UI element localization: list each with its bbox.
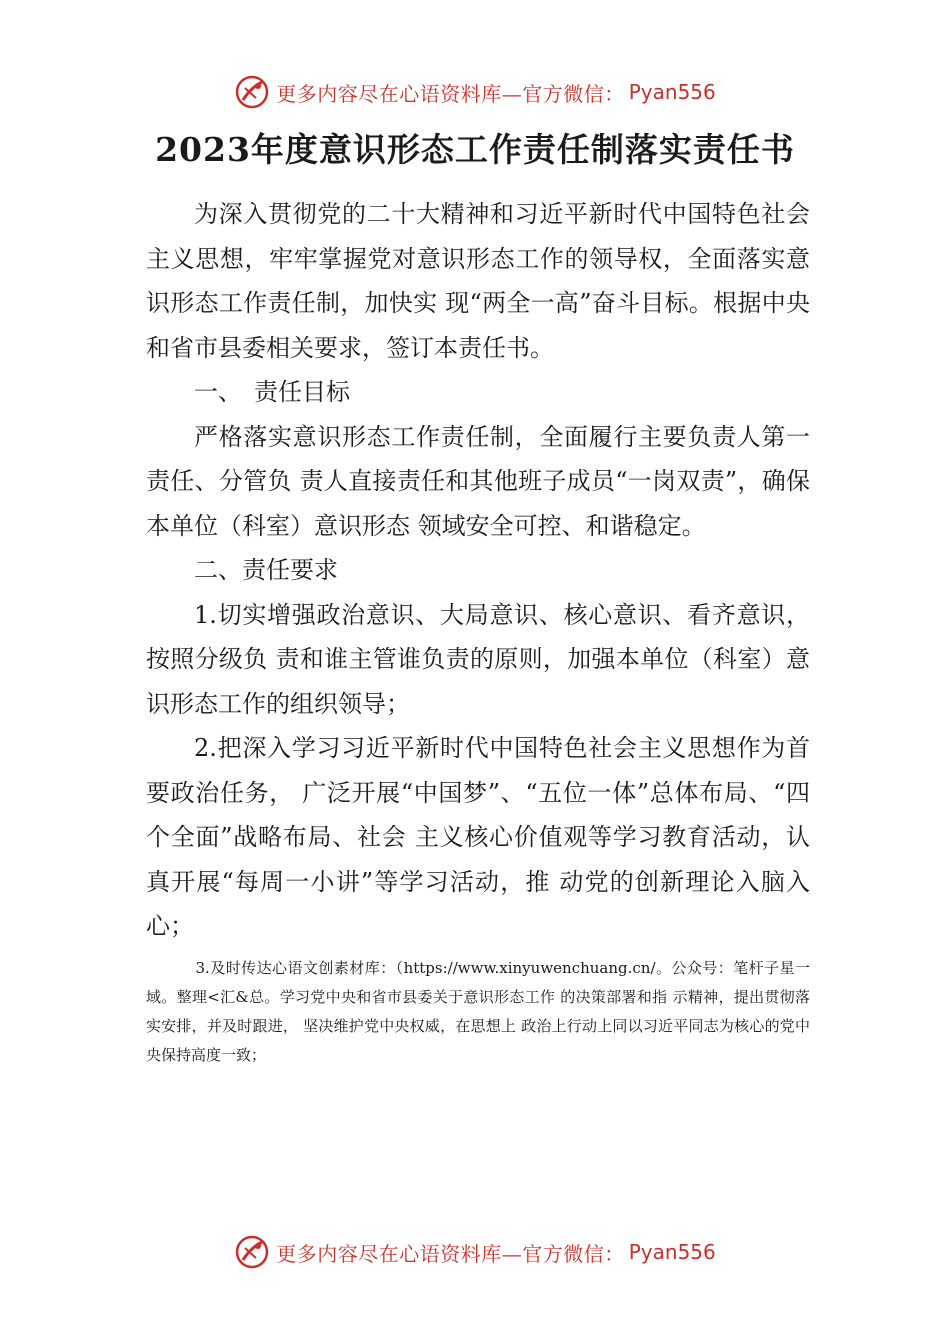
seal-logo-icon <box>234 74 270 110</box>
paragraph-item-3: 3.及时传达心语文创素材库：（https://www.xinyuwenchuang.cn/。公众号：笔杆子星一域。整理<汇&总。学习党中央和省市县委关于意识形态工作 的决策部署和指 示精神，提出贯彻落实安排，并及时跟进， 坚决维护党中央权威，在思想上 政治上行动上同以习近平同志为核心的党中央保持高度一致； <box>146 959 810 1064</box>
watermark-wechat-id: Pyan556 <box>628 80 716 104</box>
paragraph-item-2: 2.把深入学习习近平新时代中国特色社会主义思想作为首要政治任务， 广泛开展“中国梦”、“五位一体”总体布局、“四个全面”战略布局、社会 主义核心价值观等学习教育活动，认真开展“每周一小讲”等学习活动，推 动党的创新理论入脑入心； <box>146 734 810 940</box>
section-heading-1: 一、 责任目标 <box>194 378 350 406</box>
document-title: 2023年度意识形态工作责任制落实责任书 <box>155 130 795 169</box>
watermark-text: 更多内容尽在心语资料库—官方微信： <box>276 81 625 106</box>
watermark-text: 更多内容尽在心语资料库—官方微信： <box>276 1241 625 1266</box>
document-small-text <box>146 954 810 1070</box>
paragraph-item-1: 1.切实增强政治意识、大局意识、核心意识、看齐意识，按照分级负 责和谁主管谁负责的原则，加强本单位（科室）意识形态工作的组织领导； <box>146 600 810 718</box>
seal-logo-icon <box>234 1234 270 1270</box>
paragraph-intro: 为深入贯彻党的二十大精神和习近平新时代中国特色社会主义思想，牢牢掌握党对意识形态工作的领导权，全面落实意识形态工作责任制，加快实 现“两全一高”奋斗目标。根据中央和省市县委相关要求，签订本责任书。 <box>146 200 810 362</box>
watermark-footer <box>0 1234 950 1270</box>
paragraph-goal: 严格落实意识形态工作责任制，全面履行主要负责人第一责任、分管负 责人直接责任和其他班子成员“一岗双责”，确保本单位（科室）意识形态 领域安全可控、和谐稳定。 <box>146 422 810 540</box>
section-heading-2: 二、责任要求 <box>194 556 338 584</box>
watermark-wechat-id: Pyan556 <box>628 1240 716 1264</box>
document-body <box>146 192 810 949</box>
watermark-header <box>0 74 950 110</box>
